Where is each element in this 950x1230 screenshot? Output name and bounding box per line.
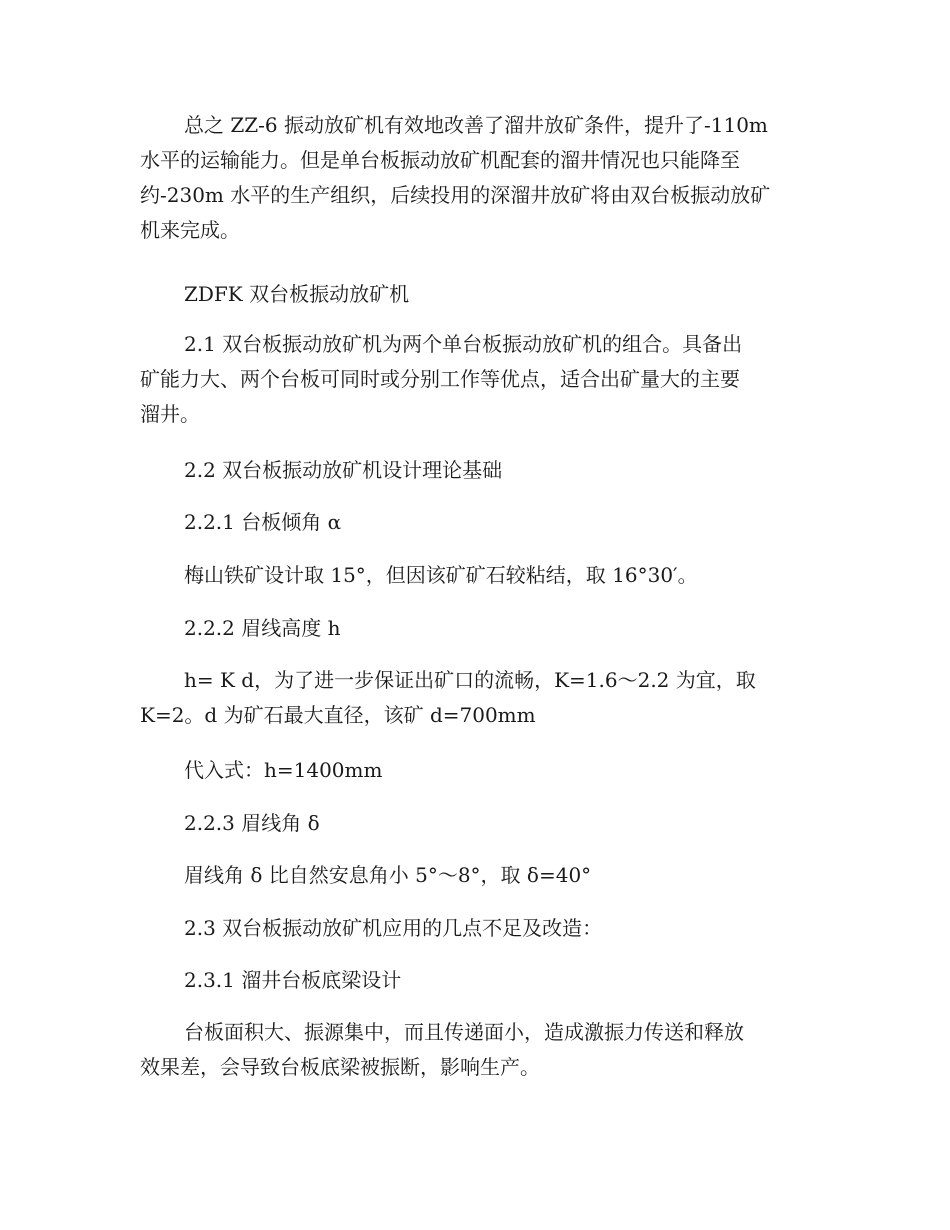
heading-2-3-1 <box>140 963 810 998</box>
text-line: ZDFK 双台板振动放矿机 <box>184 282 410 306</box>
heading-2-2-2 <box>140 611 810 646</box>
paragraph-eyebrow-angle <box>140 858 810 893</box>
text-line: 水平的运输能力。但是单台板振动放矿机配套的溜井情况也只能降至 <box>140 148 740 172</box>
text-line: 溜井。 <box>140 402 200 426</box>
text-line: 2.2 双台板振动放矿机设计理论基础 <box>184 458 503 482</box>
text-line: 效果差，会导致台板底梁被振断，影响生产。 <box>140 1055 540 1079</box>
paragraph-angle <box>140 558 810 593</box>
heading-2-2 <box>140 453 810 488</box>
paragraph-height-formula <box>140 663 810 733</box>
paragraph-substitute <box>140 753 810 788</box>
text-line: 台板面积大、振源集中，而且传递面小，造成激振力传送和释放 <box>184 1020 744 1044</box>
text-line: 代入式：h=1400mm <box>184 758 383 782</box>
text-line: K=2。d 为矿石最大直径，该矿 d=700mm <box>140 703 536 727</box>
text-line: 2.2.2 眉线高度 h <box>184 616 341 640</box>
text-line: 机来完成。 <box>140 218 240 242</box>
text-line: 2.2.3 眉线角 δ <box>184 811 320 835</box>
paragraph-summary <box>140 108 810 248</box>
text-line: 2.1 双台板振动放矿机为两个单台板振动放矿机的组合。具备出 <box>184 332 743 356</box>
paragraph-beam-issue <box>140 1015 810 1085</box>
paragraph-2-1 <box>140 327 810 432</box>
text-line: 梅山铁矿设计取 15°，但因该矿矿石较粘结，取 16°30′。 <box>184 563 698 587</box>
text-line: 2.3 双台板振动放矿机应用的几点不足及改造： <box>184 916 603 940</box>
heading-2-2-3 <box>140 806 810 841</box>
text-line: h= K d，为了进一步保证出矿口的流畅，K=1.6～2.2 为宜，取 <box>184 668 756 692</box>
section-heading-zdfk <box>140 277 810 312</box>
text-line: 约-230m 水平的生产组织，后续投用的深溜井放矿将由双台板振动放矿 <box>140 183 771 207</box>
text-line: 眉线角 δ 比自然安息角小 5°～8°，取 δ=40° <box>184 863 592 887</box>
heading-2-3 <box>140 911 810 946</box>
text-line: 2.3.1 溜井台板底梁设计 <box>184 968 402 992</box>
text-line: 总之 ZZ-6 振动放矿机有效地改善了溜井放矿条件，提升了-110m <box>184 113 768 137</box>
text-line: 矿能力大、两个台板可同时或分别工作等优点，适合出矿量大的主要 <box>140 367 740 391</box>
heading-2-2-1 <box>140 505 810 540</box>
text-line: 2.2.1 台板倾角 α <box>184 510 342 534</box>
